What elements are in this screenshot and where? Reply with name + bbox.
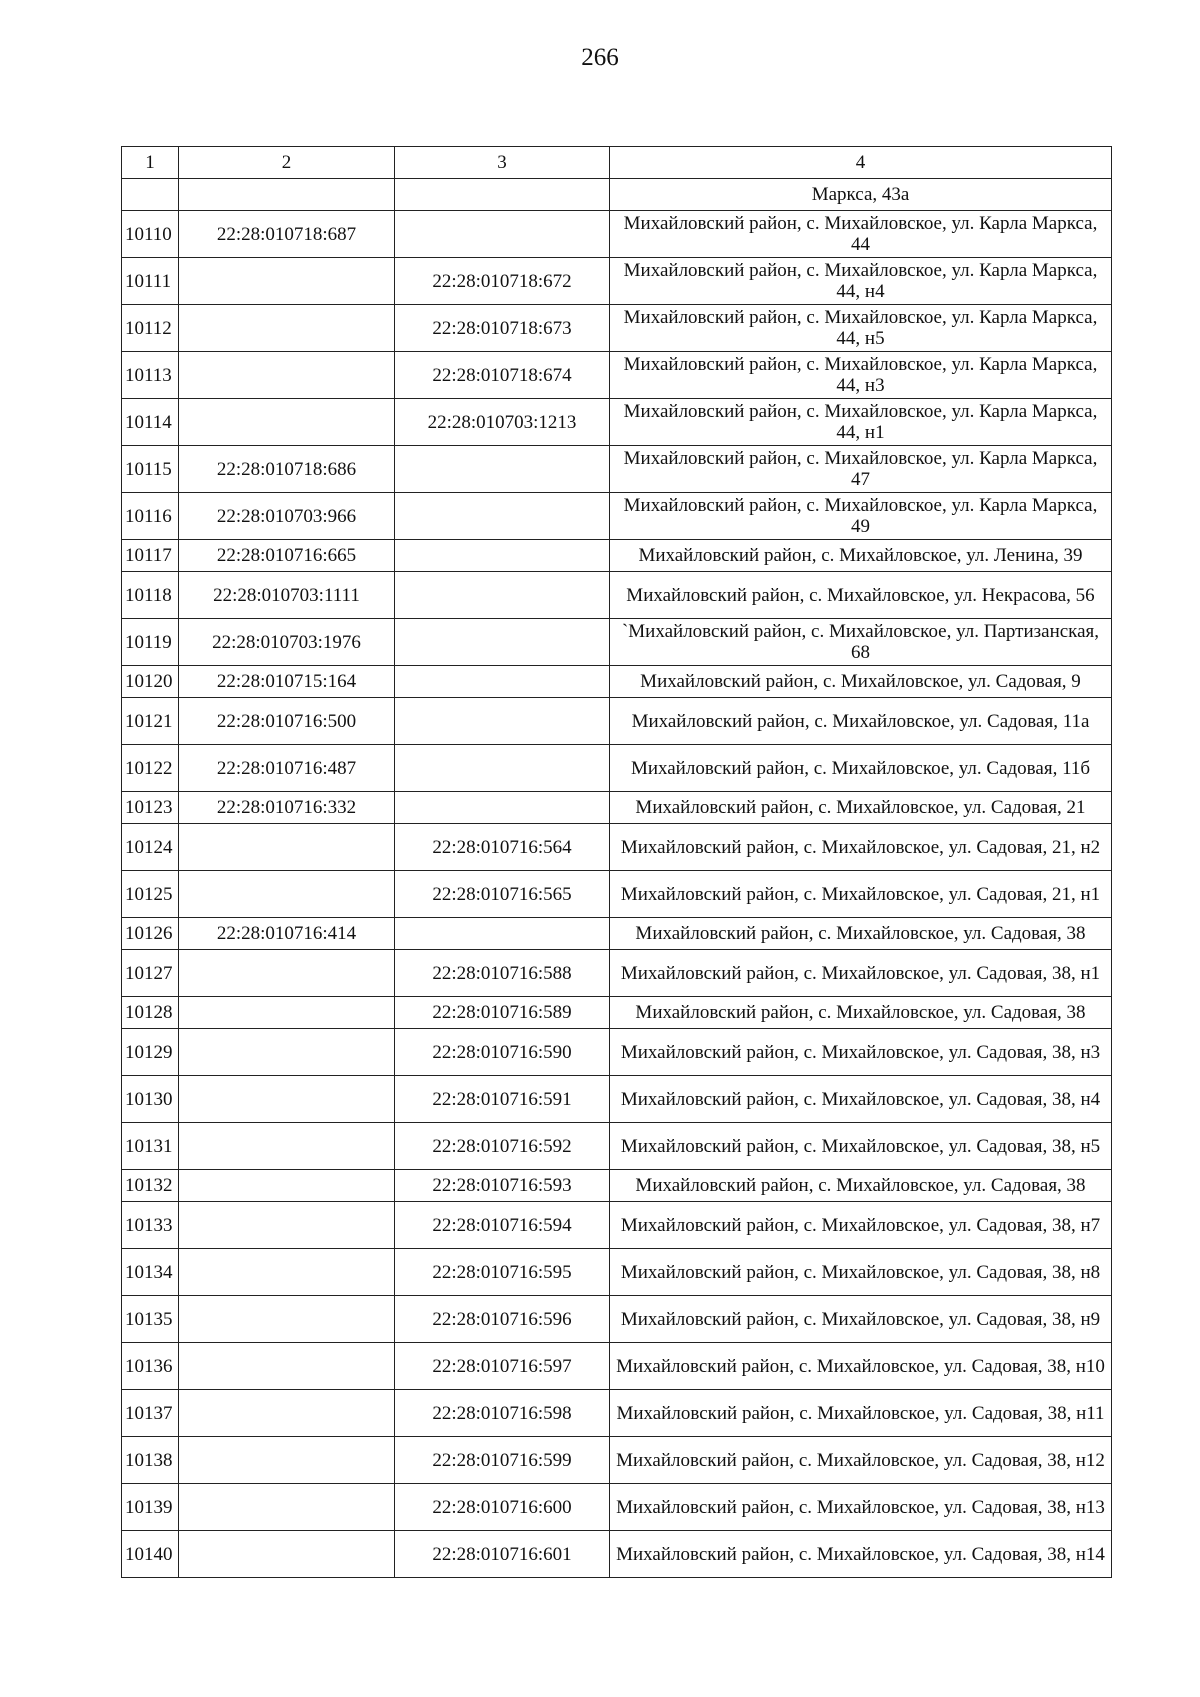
cell-c3: 22:28:010703:1213 [395,399,610,446]
cell-c4: Михайловский район, с. Михайловское, ул. Карла Маркса, 44, н5 [610,305,1112,352]
table-header-row [122,147,1112,179]
cell-c2: 22:28:010718:687 [179,211,395,258]
table-row [122,1202,1112,1249]
cell-c2: 22:28:010716:487 [179,745,395,792]
cell-c3: 22:28:010716:592 [395,1123,610,1170]
cell-c2 [179,352,395,399]
cell-c4: Михайловский район, с. Михайловское, ул. Садовая, 38, н13 [610,1484,1112,1531]
cell-c1: 10125 [122,871,179,918]
cell-c4: Михайловский район, с. Михайловское, ул. Садовая, 38, н7 [610,1202,1112,1249]
cell-c3 [395,211,610,258]
table-row [122,666,1112,698]
cell-c1: 10129 [122,1029,179,1076]
cell-c1: 10124 [122,824,179,871]
cell-c2 [179,871,395,918]
cell-c2 [179,1249,395,1296]
cell-c3: 22:28:010716:590 [395,1029,610,1076]
table-row [122,619,1112,666]
table-row [122,745,1112,792]
cell-c1: 10132 [122,1170,179,1202]
cell-c2: 22:28:010715:164 [179,666,395,698]
cell-c2 [179,1390,395,1437]
cell-c1: 10133 [122,1202,179,1249]
cell-c2 [179,258,395,305]
cell-c4: Михайловский район, с. Михайловское, ул. Карла Маркса, 47 [610,446,1112,493]
cell-c4: Михайловский район, с. Михайловское, ул. Садовая, 38, н10 [610,1343,1112,1390]
cell-c2 [179,1029,395,1076]
cell-c3 [395,619,610,666]
cell-c2 [179,824,395,871]
cell-c3: 22:28:010716:596 [395,1296,610,1343]
cell-c3: 22:28:010718:672 [395,258,610,305]
cell-c4: Михайловский район, с. Михайловское, ул. Садовая, 38, н3 [610,1029,1112,1076]
header-cell: 4 [610,147,1112,179]
cell-c4: Михайловский район, с. Михайловское, ул. Садовая, 38, н1 [610,950,1112,997]
cell-c1: 10112 [122,305,179,352]
cell-c2 [179,305,395,352]
cell-c4: Михайловский район, с. Михайловское, ул. Карла Маркса, 49 [610,493,1112,540]
cell-c3: 22:28:010716:597 [395,1343,610,1390]
cell-c1: 10121 [122,698,179,745]
cell-c4: Михайловский район, с. Михайловское, ул. Садовая, 38, н9 [610,1296,1112,1343]
table-row [122,1029,1112,1076]
cell-c3: 22:28:010716:600 [395,1484,610,1531]
cell-c2 [179,1123,395,1170]
data-table [121,146,1112,1578]
cell-c4: `Михайловский район, с. Михайловское, ул. Партизанская, 68 [610,619,1112,666]
cell-c3 [395,698,610,745]
cell-c2: 22:28:010716:500 [179,698,395,745]
table-row [122,871,1112,918]
table-row [122,1170,1112,1202]
cell-c3: 22:28:010716:599 [395,1437,610,1484]
cell-c3: 22:28:010716:595 [395,1249,610,1296]
cell-c2 [179,1437,395,1484]
cell-c3: 22:28:010716:564 [395,824,610,871]
header-cell: 1 [122,147,179,179]
cell-c1: 10139 [122,1484,179,1531]
cell-c2: 22:28:010703:966 [179,493,395,540]
cell-c2 [179,1296,395,1343]
cell-c3: 22:28:010716:601 [395,1531,610,1578]
cell-c4: Михайловский район, с. Михайловское, ул. Садовая, 38 [610,997,1112,1029]
table-row [122,446,1112,493]
table-row [122,1076,1112,1123]
cell-c4: Михайловский район, с. Михайловское, ул. Некрасова, 56 [610,572,1112,619]
cell-c1: 10137 [122,1390,179,1437]
cell-c1: 10138 [122,1437,179,1484]
cell-c2 [179,1484,395,1531]
cell-c4: Михайловский район, с. Михайловское, ул. Карла Маркса, 44, н3 [610,352,1112,399]
cell-c4: Михайловский район, с. Михайловское, ул. Садовая, 9 [610,666,1112,698]
cell-c4: Михайловский район, с. Михайловское, ул. Садовая, 21, н2 [610,824,1112,871]
table-row [122,540,1112,572]
cell-c4: Михайловский район, с. Михайловское, ул. Садовая, 38 [610,1170,1112,1202]
cell-c1: 10113 [122,352,179,399]
cell-c2 [179,1170,395,1202]
cell-c3 [395,540,610,572]
cell-c3 [395,666,610,698]
cell-c2 [179,950,395,997]
cell-c1: 10140 [122,1531,179,1578]
cell-c3: 22:28:010716:594 [395,1202,610,1249]
table-row [122,792,1112,824]
table-row [122,1484,1112,1531]
cell-c1: 10120 [122,666,179,698]
cell-c1: 10134 [122,1249,179,1296]
table-row [122,698,1112,745]
header-cell: 3 [395,147,610,179]
cell-c3: 22:28:010716:565 [395,871,610,918]
cell-c2 [179,997,395,1029]
cell-c3 [395,572,610,619]
cell-c4: Михайловский район, с. Михайловское, ул. Ленина, 39 [610,540,1112,572]
cell-c4: Михайловский район, с. Михайловское, ул. Карла Маркса, 44 [610,211,1112,258]
cell-c4: Михайловский район, с. Михайловское, ул. Садовая, 38, н14 [610,1531,1112,1578]
cell-c3: 22:28:010716:591 [395,1076,610,1123]
table-row [122,1531,1112,1578]
cell-c2: 22:28:010716:665 [179,540,395,572]
cell-c4: Михайловский район, с. Михайловское, ул. Садовая, 21, н1 [610,871,1112,918]
cell-c2 [179,1531,395,1578]
cell-c3 [395,179,610,211]
table-row [122,179,1112,211]
table-row [122,824,1112,871]
cell-c1: 10127 [122,950,179,997]
cell-c1: 10135 [122,1296,179,1343]
table-row [122,918,1112,950]
cell-c1: 10131 [122,1123,179,1170]
cell-c1: 10117 [122,540,179,572]
cell-c1: 10126 [122,918,179,950]
cell-c4: Михайловский район, с. Михайловское, ул. Садовая, 38, н4 [610,1076,1112,1123]
cell-c2: 22:28:010703:1111 [179,572,395,619]
cell-c4: Михайловский район, с. Михайловское, ул. Садовая, 38, н8 [610,1249,1112,1296]
cell-c4: Михайловский район, с. Михайловское, ул. Садовая, 11а [610,698,1112,745]
table-row [122,399,1112,446]
cell-c3: 22:28:010718:674 [395,352,610,399]
header-cell: 2 [179,147,395,179]
cell-c1: 10115 [122,446,179,493]
table-row [122,1296,1112,1343]
cell-c4: Маркса, 43а [610,179,1112,211]
cell-c2 [179,179,395,211]
cell-c1: 10123 [122,792,179,824]
cell-c4: Михайловский район, с. Михайловское, ул. Садовая, 21 [610,792,1112,824]
cell-c2: 22:28:010718:686 [179,446,395,493]
cell-c1: 10128 [122,997,179,1029]
table-row [122,305,1112,352]
cell-c1: 10122 [122,745,179,792]
table-row [122,572,1112,619]
table-row [122,1123,1112,1170]
cell-c1: 10136 [122,1343,179,1390]
cell-c1: 10110 [122,211,179,258]
cell-c4: Михайловский район, с. Михайловское, ул. Садовая, 38 [610,918,1112,950]
cell-c4: Михайловский район, с. Михайловское, ул. Карла Маркса, 44, н1 [610,399,1112,446]
cell-c3 [395,745,610,792]
cell-c2: 22:28:010716:414 [179,918,395,950]
cell-c4: Михайловский район, с. Михайловское, ул. Садовая, 11б [610,745,1112,792]
cell-c2: 22:28:010703:1976 [179,619,395,666]
cell-c4: Михайловский район, с. Михайловское, ул. Карла Маркса, 44, н4 [610,258,1112,305]
table-row [122,1343,1112,1390]
cell-c1: 10114 [122,399,179,446]
table-row [122,950,1112,997]
table-row [122,493,1112,540]
cell-c1: 10130 [122,1076,179,1123]
cell-c2 [179,1202,395,1249]
cell-c1: 10111 [122,258,179,305]
cell-c3 [395,446,610,493]
table-row [122,211,1112,258]
cell-c1: 10116 [122,493,179,540]
cell-c3: 22:28:010716:588 [395,950,610,997]
table-row [122,1249,1112,1296]
table-row [122,352,1112,399]
cell-c4: Михайловский район, с. Михайловское, ул. Садовая, 38, н12 [610,1437,1112,1484]
cell-c4: Михайловский район, с. Михайловское, ул. Садовая, 38, н5 [610,1123,1112,1170]
cell-c1: 10119 [122,619,179,666]
cell-c3: 22:28:010716:593 [395,1170,610,1202]
table-row [122,258,1112,305]
page-number: 266 [581,44,619,71]
table-row [122,997,1112,1029]
cell-c1: 10118 [122,572,179,619]
cell-c1 [122,179,179,211]
cell-c2 [179,1343,395,1390]
cell-c2 [179,399,395,446]
cell-c4: Михайловский район, с. Михайловское, ул. Садовая, 38, н11 [610,1390,1112,1437]
table-row [122,1437,1112,1484]
cell-c3 [395,918,610,950]
cell-c3 [395,493,610,540]
cell-c3: 22:28:010716:598 [395,1390,610,1437]
cell-c2: 22:28:010716:332 [179,792,395,824]
cell-c3: 22:28:010716:589 [395,997,610,1029]
cell-c2 [179,1076,395,1123]
cell-c3 [395,792,610,824]
cell-c3: 22:28:010718:673 [395,305,610,352]
table-row [122,1390,1112,1437]
